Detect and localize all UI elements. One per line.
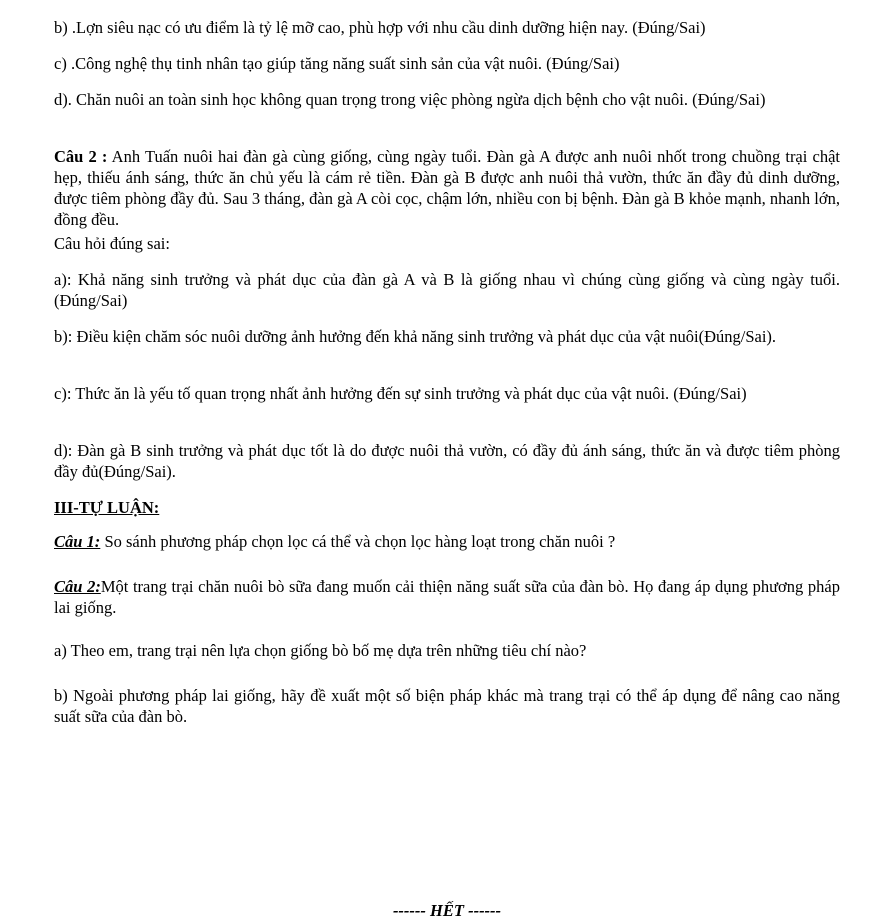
essay-question-2-part-b: b) Ngoài phương pháp lai giống, hãy đề xuất một số biện pháp khác mà trang trại có thể áp dụng để nâng cao năng suất sữa của đàn bò. — [54, 686, 840, 726]
question-2-scenario — [54, 146, 840, 230]
essay-question-2 — [54, 576, 840, 618]
essay-question-1 — [54, 531, 840, 552]
question-2-statement-d: d): Đàn gà B sinh trưởng và phát dục tốt là do được nuôi thả vườn, có đầy đủ ánh sáng, thức ăn và được tiêm phòng đầy đủ(Đúng/Sai). — [54, 441, 840, 481]
essay-heading-text: III-TỰ LUẬN: — [54, 498, 160, 517]
question-2-text: Anh Tuấn nuôi hai đàn gà cùng giống, cùng ngày tuổi. Đàn gà A được anh nuôi nhốt trong chuồng trại chật hẹp, thiếu ánh sáng, thức ăn chủ yếu là cám rẻ tiền. Đàn gà B được anh nuôi thả vườn, thức ăn đầy đủ dinh dưỡng, được tiêm phòng đầy đủ. Sau 3 tháng, đàn gà A còi cọc, chậm lớn, nhiều con bị bệnh. Đàn gà B khỏe mạnh, nhanh lớn, đồng đều. — [54, 147, 840, 229]
question-2-statement-a: a): Khả năng sinh trưởng và phát dục của đàn gà A và B là giống nhau vì chúng cùng giống và cùng ngày tuổi. (Đúng/Sai) — [54, 270, 840, 310]
essay-question-1-text: So sánh phương pháp chọn lọc cá thể và chọn lọc hàng loạt trong chăn nuôi ? — [100, 532, 616, 551]
part2-statement-c: c) .Công nghệ thụ tinh nhân tạo giúp tăng năng suất sinh sản của vật nuôi. (Đúng/Sai) — [54, 54, 620, 73]
question-2-statement-c: c): Thức ăn là yếu tố quan trọng nhất ảnh hưởng đến sự sinh trưởng và phát dục của vật nuôi. (Đúng/Sai) — [54, 384, 747, 403]
essay-question-1-label: Câu 1: — [54, 532, 101, 551]
end-marker: ------ HẾT ------ — [392, 900, 502, 920]
question-2-label: Câu 2 : — [54, 147, 108, 166]
question-2-prompt: Câu hỏi đúng sai: — [54, 234, 170, 253]
essay-heading — [54, 497, 840, 518]
essay-question-2-text: Một trang trại chăn nuôi bò sữa đang muốn cải thiện năng suất sữa của đàn bò. Họ đang áp dụng phương pháp lai giống. — [54, 577, 840, 617]
essay-question-2-label: Câu 2: — [54, 577, 101, 596]
question-2-statement-b: b): Điều kiện chăm sóc nuôi dưỡng ảnh hưởng đến khả năng sinh trưởng và phát dục của vật nuôi(Đúng/Sai). — [54, 327, 777, 346]
part2-statement-b: b) .Lợn siêu nạc có ưu điểm là tỷ lệ mỡ cao, phù hợp với nhu cầu dinh dưỡng hiện nay. (Đúng/Sai) — [54, 18, 706, 37]
essay-question-2-part-a: a) Theo em, trang trại nên lựa chọn giống bò bố mẹ dựa trên những tiêu chí nào? — [54, 641, 587, 660]
part2-statement-d: d). Chăn nuôi an toàn sinh học không quan trọng trong việc phòng ngừa dịch bệnh cho vật nuôi. (Đúng/Sai) — [54, 90, 766, 109]
